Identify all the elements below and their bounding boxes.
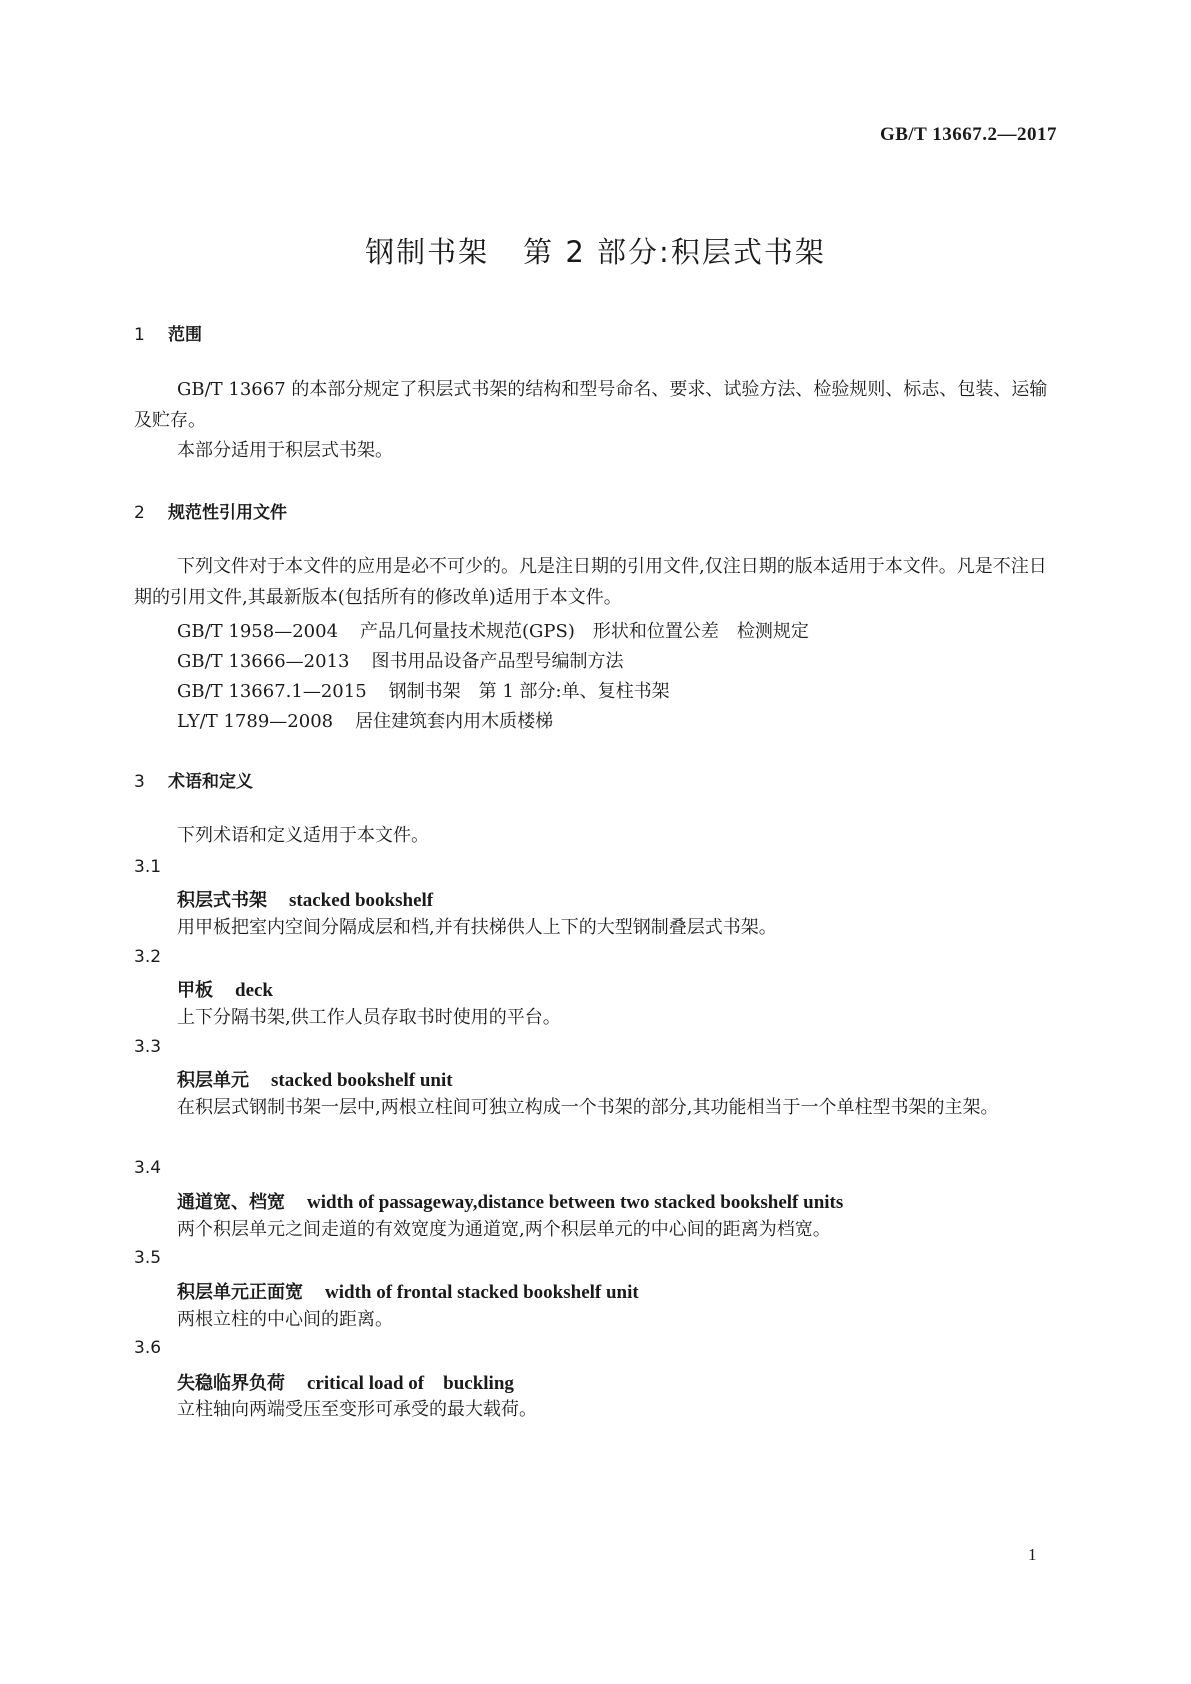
section-title: 术语和定义 (168, 772, 253, 792)
term-definition: 两根立柱的中心间的距离。 (177, 1309, 393, 1330)
section-3-heading (134, 767, 253, 792)
term-en: deck (235, 980, 273, 1001)
reference-code: GB/T 1958—2004 (177, 621, 339, 642)
section-number: 2 (134, 503, 145, 523)
reference-item (177, 647, 623, 673)
term-en: stacked bookshelf unit (271, 1070, 453, 1091)
reference-item (177, 677, 670, 703)
term-en: critical load of buckling (307, 1373, 514, 1394)
reference-title: 图书用品设备产品型号编制方法 (371, 651, 624, 672)
standard-code: GB/T 13667.2—2017 (879, 124, 1057, 145)
term-number: 3.4 (134, 1158, 162, 1178)
term-number: 3.6 (134, 1338, 162, 1358)
section-number: 3 (134, 772, 145, 792)
term-definition: 用甲板把室内空间分隔成层和档,并有扶梯供人上下的大型钢制叠层式书架。 (177, 917, 777, 938)
term-zh: 积层式书架 (177, 890, 267, 911)
section-number: 1 (134, 325, 145, 345)
scope-paragraph-1: GB/T 13667 的本部分规定了积层式书架的结构和型号命名、要求、试验方法、检验规则、标志、包装、运输及贮存。 (134, 379, 1048, 431)
page-title (0, 230, 1191, 271)
term-zh: 甲板 (177, 980, 213, 1001)
term-definition: 在积层式钢制书架一层中,两根立柱间可独立构成一个书架的部分,其功能相当于一个单柱型书架的主架。 (177, 1097, 999, 1118)
term-heading (177, 1278, 639, 1304)
section-title: 范围 (168, 325, 202, 345)
reference-title: 产品几何量技术规范(GPS) 形状和位置公差 检测规定 (360, 621, 809, 642)
term-zh: 失稳临界负荷 (177, 1373, 285, 1394)
term-zh: 积层单元正面宽 (177, 1282, 303, 1303)
reference-code: LY/T 1789—2008 (177, 711, 334, 732)
term-definition: 上下分隔书架,供工作人员存取书时使用的平台。 (177, 1007, 561, 1028)
term-number: 3.5 (134, 1248, 162, 1268)
term-heading (177, 1066, 453, 1092)
title-part1: 钢制书架 (365, 235, 490, 269)
references-intro: 下列文件对于本文件的应用是必不可少的。凡是注日期的引用文件,仅注日期的版本适用于本文件。凡是不注日期的引用文件,其最新版本(包括所有的修改单)适用于本文件。 (134, 556, 1047, 608)
term-heading (177, 976, 273, 1002)
reference-title: 居住建筑套内用木质楼梯 (355, 711, 554, 732)
term-en: width of passageway,distance between two stacked bookshelf units (307, 1192, 844, 1213)
term-definition: 立柱轴向两端受压至变形可承受的最大载荷。 (177, 1399, 537, 1420)
reference-title: 钢制书架 第 1 部分:单、复柱书架 (388, 681, 670, 702)
term-heading (177, 1188, 843, 1214)
term-en: width of frontal stacked bookshelf unit (325, 1282, 639, 1303)
terms-intro: 下列术语和定义适用于本文件。 (177, 825, 429, 846)
reference-item (177, 707, 553, 733)
term-zh: 通道宽、档宽 (177, 1192, 285, 1213)
reference-item (177, 617, 809, 643)
term-zh: 积层单元 (177, 1070, 249, 1091)
reference-code: GB/T 13666—2013 (177, 651, 350, 672)
section-1-heading (134, 320, 202, 345)
page-number: 1 (1028, 1545, 1037, 1564)
term-heading (177, 1368, 514, 1395)
term-number: 3.1 (134, 857, 162, 877)
term-number: 3.2 (134, 947, 162, 967)
section-2-heading (134, 498, 287, 523)
scope-paragraph-2: 本部分适用于积层式书架。 (177, 440, 393, 461)
section-title: 规范性引用文件 (168, 503, 287, 523)
title-part2: 第 2 部分:积层式书架 (523, 235, 826, 269)
reference-code: GB/T 13667.1—2015 (177, 681, 367, 702)
term-definition: 两个积层单元之间走道的有效宽度为通道宽,两个积层单元的中心间的距离为档宽。 (177, 1219, 831, 1240)
term-heading (177, 886, 433, 912)
term-en: stacked bookshelf (289, 890, 434, 911)
term-number: 3.3 (134, 1037, 162, 1057)
